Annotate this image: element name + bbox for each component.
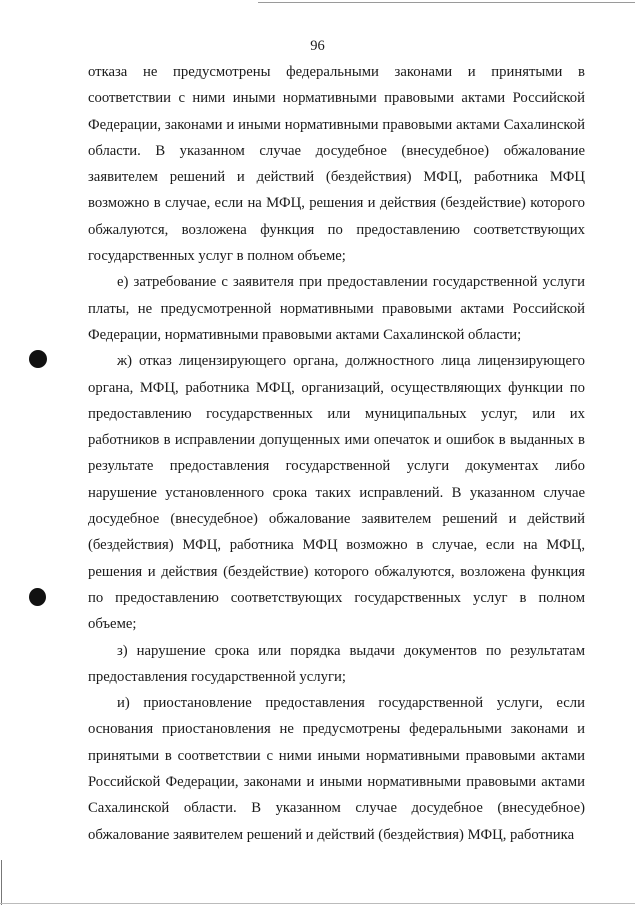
paragraph-item-i: и) приостановление предоставления государственной услуги, если основания приостановления не предусмотрены федеральными законами и принятыми в соответствии с ними иными нормативными правовыми актами Российской Федерации, законами и иными нормативными правовыми актами Сахалинской области. В указанном случае досудебное (внесудебное) обжалование заявителем решений и действий (бездействия) МФЦ, работника: [88, 695, 585, 843]
paragraph-item-zh: ж) отказ лицензирующего органа, должностного лица лицензирующего органа, МФЦ, работника МФЦ, организаций, осуществляющих функции по предоставлению государственных или муниципальных услуг, или их работников в исправлении допущенных ими опечаток и ошибок в выданных в результате предоставления государственной услуги документах либо нарушение установленного срока таких исправлений. В указанном случае досудебное (внесудебное) обжалование заявителем решений и действий (бездействия) МФЦ, работника МФЦ возможно в случае, если на МФЦ, решения и действия (бездействие) которого обжалуются, возложена функция по предоставлению соответствующих государственных услуг в полном объеме;: [88, 353, 585, 633]
document-body: [88, 59, 585, 848]
scan-top-edge: [258, 2, 635, 3]
scan-left-edge: [1, 860, 2, 905]
paragraph-item-z: з) нарушение срока или порядка выдачи документов по результатам предоставления государственной услуги;: [88, 642, 585, 685]
paragraph-item-e: е) затребование с заявителя при предоставлении государственной услуги платы, не предусмотренной нормативными правовыми актами Российской Федерации, нормативными правовыми актами Сахалинской области;: [88, 274, 585, 343]
page-number: 96: [310, 38, 325, 54]
paragraph-continuation: отказа не предусмотрены федеральными законами и принятыми в соответствии с ними иными нормативными правовыми актами Российской Федерации, законами и иными нормативными правовыми актами Сахалинской области. В указанном случае досудебное (внесудебное) обжалование заявителем решений и действий (бездействия) МФЦ, работника МФЦ возможно в случае, если на МФЦ, решения и действия (бездействие) которого обжалуются, возложена функция по предоставлению соответствующих государственных услуг в полном объеме;: [88, 64, 585, 265]
punch-hole-mark: [29, 588, 46, 606]
punch-hole-mark: [29, 350, 47, 368]
scan-bottom-edge: [0, 903, 635, 904]
